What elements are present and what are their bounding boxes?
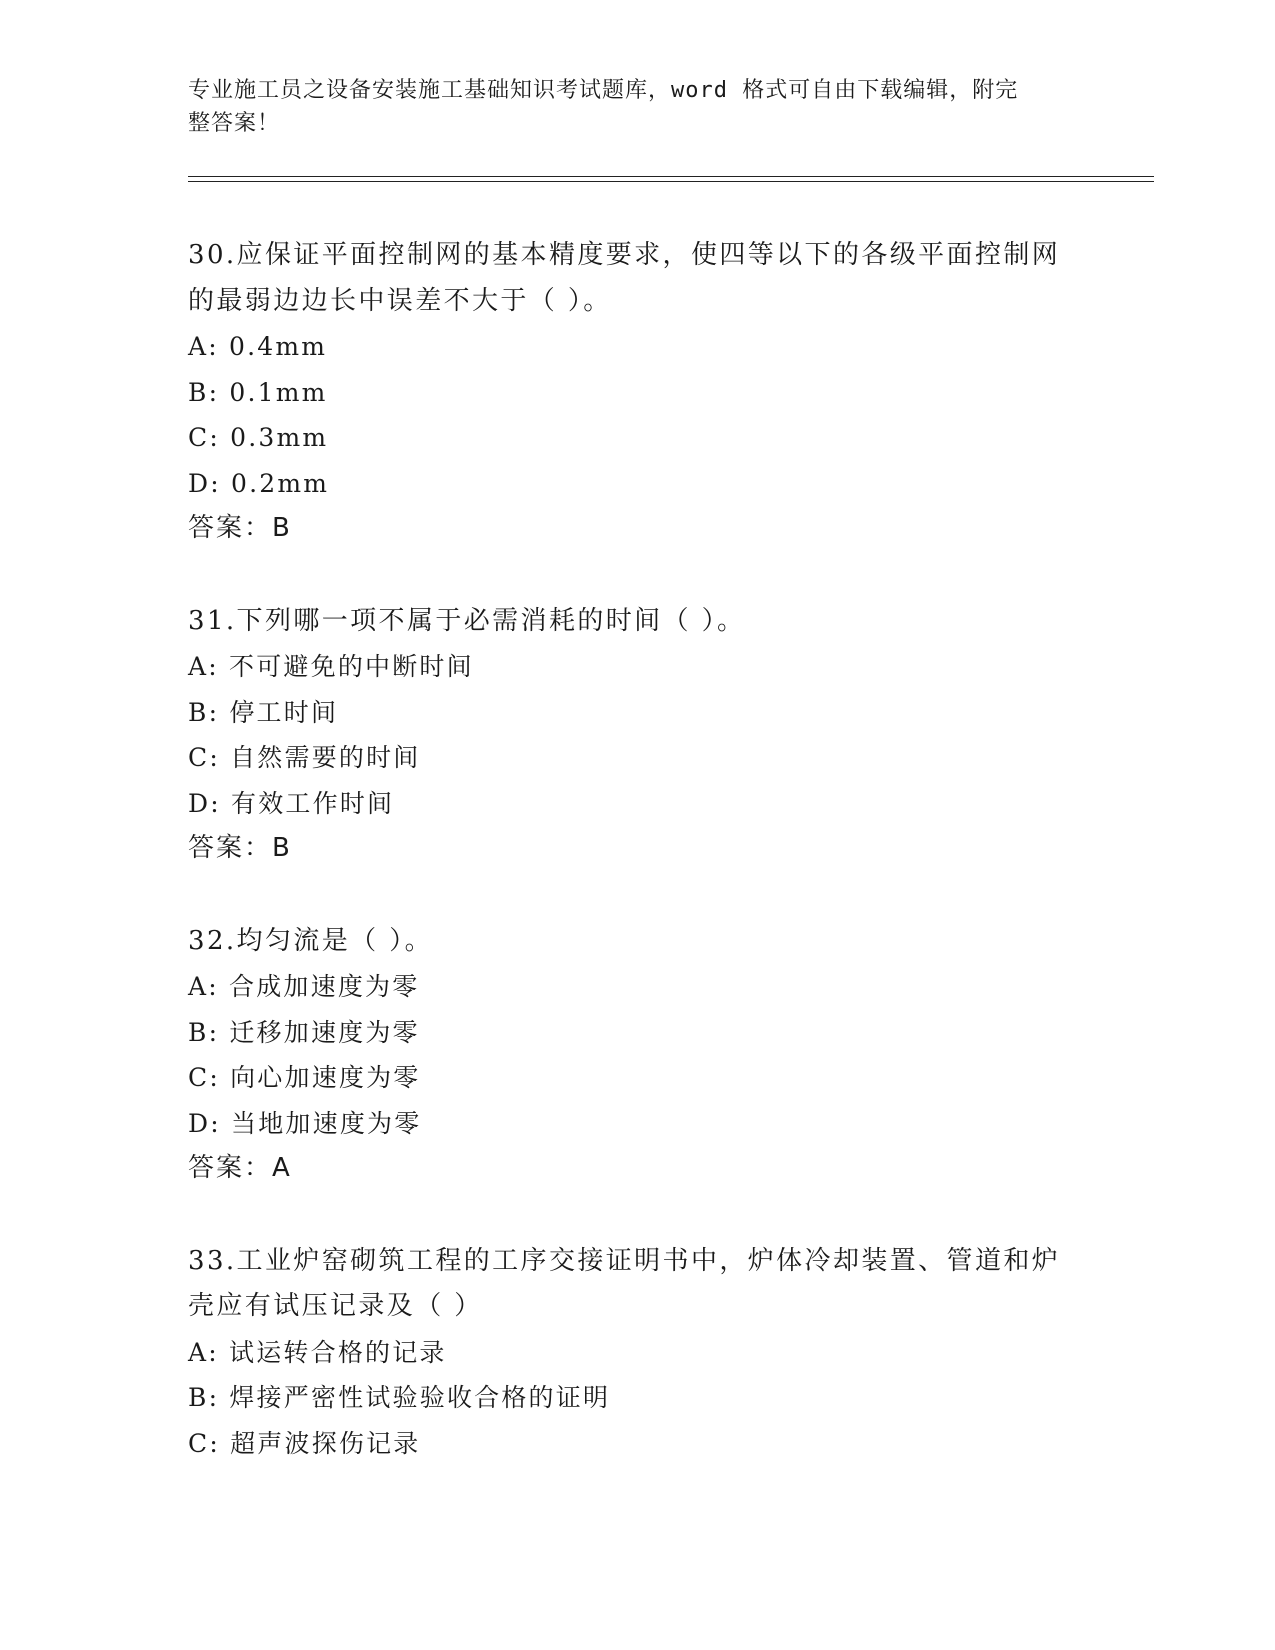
option-c: C: 0.3mm xyxy=(188,423,329,452)
option-c: C: 向心加速度为零 xyxy=(188,1063,421,1092)
question-stem-continued: 壳应有试压记录及（ ） xyxy=(188,1291,483,1321)
question-spacer xyxy=(188,552,1088,599)
option-d: D: 0.2mm xyxy=(188,468,330,498)
header-divider-top xyxy=(188,176,1154,177)
option-a: A: 不可避免的中断时间 xyxy=(188,652,474,681)
option-b: B: 迁移加速度为零 xyxy=(188,1017,420,1047)
option-c: C: 超声波探伤记录 xyxy=(188,1428,421,1458)
option-d: D: 当地加速度为零 xyxy=(188,1108,422,1138)
option-b: B: 焊接严密性试验验收合格的证明 xyxy=(188,1383,611,1412)
question-33 xyxy=(188,1239,1088,1467)
question-stem: 32.均匀流是（ ）。 xyxy=(188,925,434,956)
answer: 答案：A xyxy=(188,1153,292,1183)
question-32 xyxy=(188,919,1088,1192)
header-divider-bottom xyxy=(188,181,1154,182)
question-stem-continued: 的最弱边边长中误差不大于（ ）。 xyxy=(188,285,612,316)
question-stem: 33.工业炉窑砌筑工程的工序交接证明书中，炉体冷却装置、管道和炉 xyxy=(188,1245,1061,1276)
answer: 答案：B xyxy=(188,833,292,863)
question-spacer xyxy=(188,1192,1088,1239)
option-a: A: 合成加速度为零 xyxy=(188,972,420,1001)
option-a: A: 试运转合格的记录 xyxy=(188,1337,447,1367)
document-header xyxy=(188,74,1068,140)
question-list xyxy=(188,233,1088,1466)
option-b: B: 停工时间 xyxy=(188,697,339,727)
question-spacer xyxy=(188,872,1088,919)
question-30 xyxy=(188,233,1088,552)
header-line-2: 整答案！ xyxy=(188,111,281,136)
question-stem: 31.下列哪一项不属于必需消耗的时间（ ）。 xyxy=(188,605,746,636)
question-31 xyxy=(188,599,1088,872)
option-d: D: 有效工作时间 xyxy=(188,788,395,818)
option-c: C: 自然需要的时间 xyxy=(188,743,421,772)
header-line-1: 专业施工员之设备安装施工基础知识考试题库，word 格式可自由下载编辑，附完 xyxy=(188,78,1019,103)
question-stem: 30.应保证平面控制网的基本精度要求，使四等以下的各级平面控制网 xyxy=(188,240,1061,270)
option-b: B: 0.1mm xyxy=(188,377,328,407)
answer: 答案：B xyxy=(188,513,292,543)
option-a: A: 0.4mm xyxy=(188,332,328,361)
